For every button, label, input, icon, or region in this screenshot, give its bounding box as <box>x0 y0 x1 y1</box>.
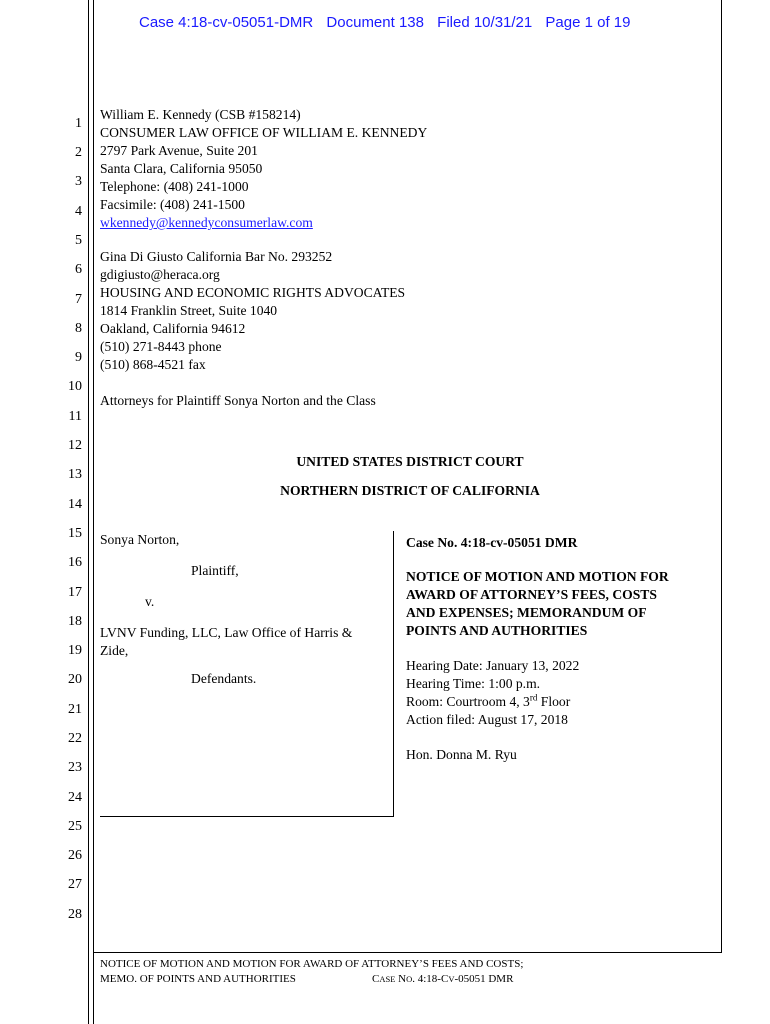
city-address: Oakland, California 94612 <box>100 321 246 336</box>
left-margin-line-1 <box>88 0 89 1024</box>
attorneys-for: Attorneys for Plaintiff Sonya Norton and the Class <box>100 393 376 408</box>
judge-name: Hon. Donna M. Ryu <box>406 747 517 762</box>
title-line: AND EXPENSES; MEMORANDUM OF <box>406 605 647 620</box>
line-number: 25 <box>68 819 82 834</box>
defendants-names <box>100 624 352 660</box>
header-document-number: Document 138 <box>326 14 424 31</box>
line-number: 6 <box>75 262 82 277</box>
email-link[interactable]: wkennedy@kennedyconsumerlaw.com <box>100 215 313 230</box>
case-end: -05051 DMR <box>454 973 514 985</box>
title-line: AWARD OF ATTORNEY’S FEES, COSTS <box>406 587 657 602</box>
header-page-count: Page 1 of 19 <box>545 14 631 31</box>
title-line: NOTICE OF MOTION AND MOTION FOR <box>406 569 669 584</box>
line-number: 28 <box>68 907 82 922</box>
facsimile: (510) 868-4521 fax <box>100 357 206 372</box>
case-small: ASE <box>379 974 396 984</box>
left-margin-line-2 <box>93 0 94 1024</box>
footer-case-number <box>372 972 513 987</box>
hearing-time: Hearing Time: 1:00 p.m. <box>406 676 541 691</box>
attorney-email: gdigiusto@heraca.org <box>100 267 220 282</box>
firm-name: CONSUMER LAW OFFICE OF WILLIAM E. KENNEDY <box>100 125 428 140</box>
case-small: V <box>448 974 455 984</box>
header-case-number: Case 4:18-cv-05051-DMR <box>139 14 314 31</box>
case-number: Case No. 4:18-cv-05051 DMR <box>406 535 578 550</box>
defendants-line: Zide, <box>100 643 129 658</box>
line-number: 2 <box>75 145 82 160</box>
telephone: (510) 271-8443 phone <box>100 339 222 354</box>
line-number: 15 <box>68 526 82 541</box>
caption-bottom-rule <box>100 816 394 817</box>
case-letter: N <box>395 973 407 985</box>
plaintiff-label: Plaintiff, <box>191 563 239 578</box>
room-superscript: rd <box>529 692 538 703</box>
header-filed-date: Filed 10/31/21 <box>437 14 533 31</box>
line-number: 9 <box>75 350 82 365</box>
right-margin-line <box>721 0 722 952</box>
versus: v. <box>145 594 155 609</box>
hearing-room <box>406 693 579 711</box>
hearing-date: Hearing Date: January 13, 2022 <box>406 658 580 673</box>
document-title <box>406 568 669 640</box>
line-number: 4 <box>75 204 82 219</box>
line-number: 24 <box>68 790 82 805</box>
plaintiff-name: Sonya Norton, <box>100 532 180 547</box>
street-address: 1814 Franklin Street, Suite 1040 <box>100 303 278 318</box>
line-number: 19 <box>68 643 82 658</box>
case-small: O <box>406 974 413 984</box>
room-floor: Floor <box>537 694 571 709</box>
attorney-name: William E. Kennedy (CSB #158214) <box>100 107 301 122</box>
room-text: Room: Courtroom 4, 3 <box>406 694 530 709</box>
defendants-label: Defendants. <box>191 671 257 686</box>
line-number: 27 <box>68 877 82 892</box>
line-number: 23 <box>68 760 82 775</box>
line-number: 17 <box>68 585 82 600</box>
footer-title-line1: NOTICE OF MOTION AND MOTION FOR AWARD OF ATTORNEY’S FEES AND COSTS; <box>100 958 524 970</box>
line-number: 5 <box>75 233 82 248</box>
case-letter: C <box>372 973 380 985</box>
street-address: 2797 Park Avenue, Suite 201 <box>100 143 258 158</box>
line-number: 20 <box>68 672 82 687</box>
facsimile: Facsimile: (408) 241-1500 <box>100 197 245 212</box>
city-address: Santa Clara, California 95050 <box>100 161 263 176</box>
attorney-name: Gina Di Giusto California Bar No. 293252 <box>100 249 333 264</box>
footer-title-line2: MEMO. OF POINTS AND AUTHORITIES <box>100 973 296 985</box>
line-number: 10 <box>68 379 82 394</box>
title-line: POINTS AND AUTHORITIES <box>406 623 588 638</box>
line-number: 7 <box>75 292 82 307</box>
line-number: 22 <box>68 731 82 746</box>
line-number: 3 <box>75 174 82 189</box>
filing-header <box>139 14 639 31</box>
line-number: 12 <box>68 438 82 453</box>
court-name: UNITED STATES DISTRICT COURT <box>296 454 524 469</box>
line-number: 16 <box>68 555 82 570</box>
line-number: 11 <box>68 409 82 424</box>
firm-name: HOUSING AND ECONOMIC RIGHTS ADVOCATES <box>100 285 406 300</box>
caption-divider <box>393 531 394 817</box>
line-number: 21 <box>68 702 82 717</box>
telephone: Telephone: (408) 241-1000 <box>100 179 249 194</box>
defendants-line: LVNV Funding, LLC, Law Office of Harris & <box>100 625 353 640</box>
case-mid: . 4:18-C <box>412 973 449 985</box>
court-district: NORTHERN DISTRICT OF CALIFORNIA <box>280 483 540 498</box>
footer-rule <box>93 952 722 953</box>
line-number: 8 <box>75 321 82 336</box>
line-number: 14 <box>68 497 82 512</box>
action-filed: Action filed: August 17, 2018 <box>406 712 568 727</box>
line-number: 13 <box>68 467 82 482</box>
line-number: 1 <box>75 116 82 131</box>
attorney-giusto-block <box>100 248 405 374</box>
attorney-kennedy-block <box>100 106 427 232</box>
line-number: 26 <box>68 848 82 863</box>
hearing-info <box>406 657 579 729</box>
line-number: 18 <box>68 614 82 629</box>
